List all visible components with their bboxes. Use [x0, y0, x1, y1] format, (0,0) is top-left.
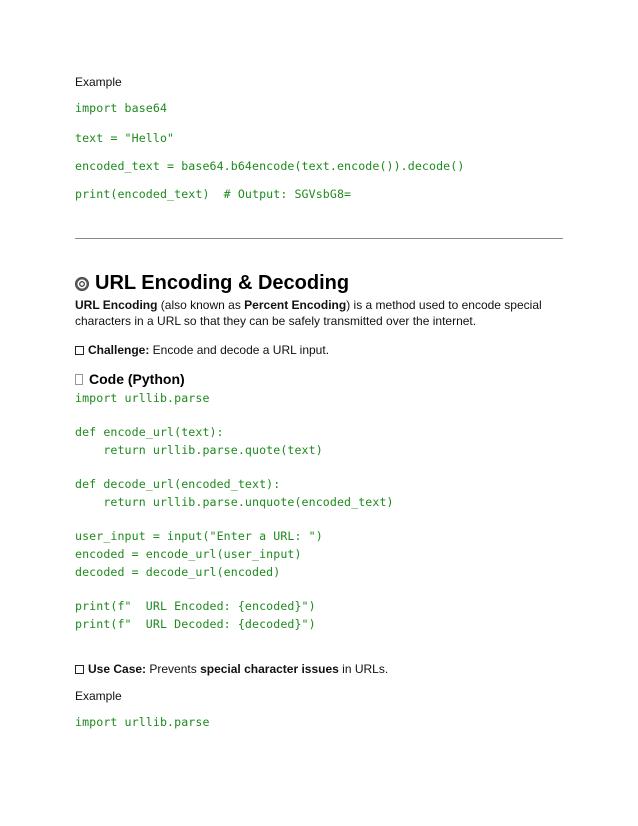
code-heading-text: Code (Python): [89, 371, 185, 387]
code-line: encoded = encode_url(user_input): [75, 547, 302, 561]
challenge-label: Challenge:: [88, 343, 150, 357]
code-line: text = "Hello": [75, 131, 175, 145]
intro-text: (also known as: [157, 298, 245, 312]
use-case-text: Prevents: [146, 662, 201, 676]
code-line: def decode_url(encoded_text):: [75, 477, 281, 491]
section-heading-text: URL Encoding & Decoding: [95, 272, 350, 294]
code-line: print(f" URL Decoded: {decoded}"): [75, 617, 316, 631]
intro-paragraph: [75, 297, 545, 329]
example-label-1: Example: [75, 75, 122, 89]
code-line: return urllib.parse.quote(text): [75, 443, 323, 457]
target-icon: [75, 277, 89, 291]
code-line: print(encoded_text) # Output: SGVsbG8=: [75, 187, 352, 201]
code-line: import base64: [75, 101, 168, 115]
code-line: encoded_text = base64.b64encode(text.encode()).decode(): [75, 159, 465, 173]
example-label-2: Example: [75, 689, 122, 703]
code-line: user_input = input("Enter a URL: "): [75, 529, 323, 543]
code-line: def encode_url(text):: [75, 425, 224, 439]
checkbox-icon: [75, 346, 84, 355]
code-heading: [75, 371, 185, 387]
use-case-label: Use Case:: [88, 662, 147, 676]
challenge-line: [75, 342, 545, 358]
intro-bold-term: Percent Encoding: [244, 298, 347, 312]
checkbox-icon: [75, 665, 84, 674]
code-line: return urllib.parse.unquote(encoded_text): [75, 495, 394, 509]
code-line: print(f" URL Encoded: {encoded}"): [75, 599, 316, 613]
intro-bold-term: URL Encoding: [75, 298, 158, 312]
code-line: import urllib.parse: [75, 715, 210, 729]
placeholder-glyph-icon: [75, 374, 83, 385]
section-heading: [75, 272, 349, 295]
horizontal-divider: [75, 238, 563, 239]
intro-text: ) is a method used to encode special characters in a URL so that they can be safely transmitted over the internet.: [75, 298, 542, 328]
use-case-text: in URLs.: [338, 662, 389, 676]
use-case-line: [75, 661, 545, 677]
use-case-bold: special character issues: [200, 662, 339, 676]
code-line: decoded = decode_url(encoded): [75, 565, 281, 579]
challenge-text: Encode and decode a URL input.: [149, 343, 330, 357]
code-line: import urllib.parse: [75, 391, 210, 405]
